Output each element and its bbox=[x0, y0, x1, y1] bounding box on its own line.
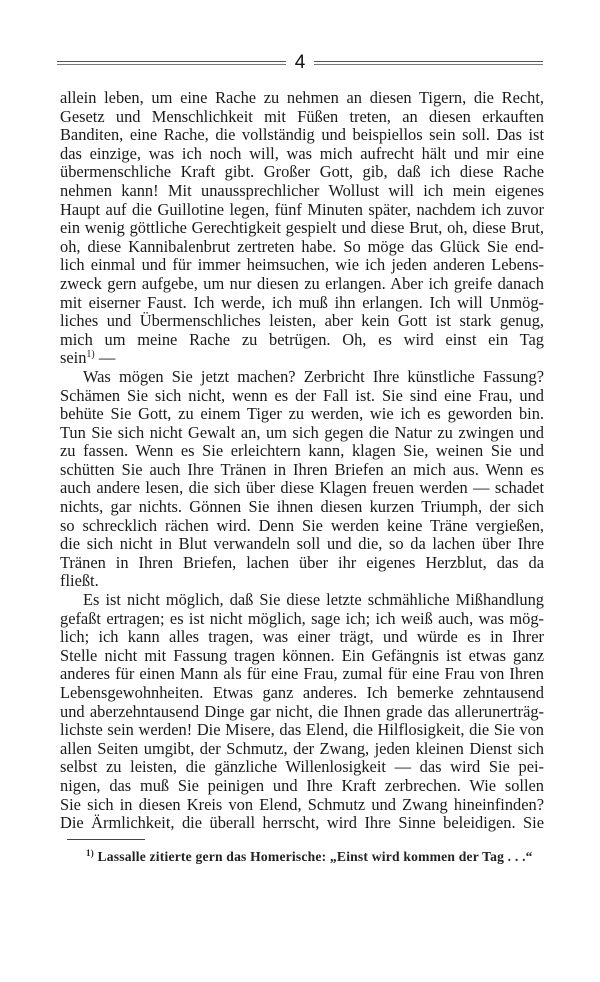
text-line: zu fassen. Wenn es Sie erleichtern kann, klagen Sie, weinen Sie und bbox=[60, 442, 544, 461]
body-text bbox=[60, 89, 544, 833]
text-line: nigen, das muß Sie peinigen und Ihre Kraft zerbrechen. Wie sollen bbox=[60, 776, 544, 795]
text-fragment: — bbox=[94, 349, 116, 368]
text-line: anderes für einen Mann als für eine Frau, zumal für eine Frau von Ihren bbox=[60, 665, 544, 684]
text-line: die sich nicht in Blut verwandeln soll und die, so da lachen über Ihre bbox=[60, 535, 544, 554]
running-header bbox=[57, 52, 543, 74]
text-line: nehmen kann! Mit unaussprechlicher Wollust will ich mein eigenes bbox=[60, 181, 544, 200]
text-line: nichts, gar nichts. Gönnen Sie ihnen diesen kurzen Triumph, der sich bbox=[60, 498, 544, 517]
text-line: lich; ich kann alles tragen, was einer trägt, und würde es in Ihrer bbox=[60, 628, 544, 647]
text-line: auch andere lesen, die sich über diese Klagen freuen werden — schadet bbox=[60, 479, 544, 498]
text-line: Die Ärmlichkeit, die überall herrscht, wird Ihre Sinne beleidigen. Sie bbox=[60, 814, 544, 833]
text-line: mich um meine Rache zu betrügen. Oh, es wird einst ein Tag bbox=[60, 330, 544, 349]
text-line: Was mögen Sie jetzt machen? Zerbricht Ihre künstliche Fassung? bbox=[83, 367, 544, 386]
text-line: Sie sich in diesen Kreis von Elend, Schmutz und Zwang hineinfinden? bbox=[60, 795, 544, 814]
footnote bbox=[86, 848, 556, 866]
text-line: schütten Sie auch Ihre Tränen in Ihren Briefen an mich aus. Wenn es bbox=[60, 460, 544, 479]
text-line: Banditen, eine Rache, die vollständig und beispiellos sein soll. Das ist bbox=[60, 126, 544, 145]
text-line: das einzige, was ich noch will, was mich aufrecht hält und mir eine bbox=[60, 144, 544, 163]
header-rule-right bbox=[314, 61, 543, 65]
text-line: lichste sein werden! Die Misere, das Elend, die Hilflosigkeit, die Sie von bbox=[60, 721, 544, 740]
text-line: selbst zu leisten, die gänzliche Willenlosigkeit — das wird Sie pei- bbox=[60, 758, 544, 777]
text-line: Schämen Sie sich nicht, wenn es der Fall ist. Sie sind eine Frau, und bbox=[60, 386, 544, 405]
text-line: und aberzehntausend Dinge gar nicht, die Ihnen grade das allerunerträg- bbox=[60, 702, 544, 721]
text-line: ein wenig göttliche Gerechtigkeit gespielt und diese Brut, oh, diese Brut, bbox=[60, 219, 544, 238]
text-line: allein leben, um eine Rache zu nehmen an diesen Tigern, die Recht, bbox=[60, 89, 544, 107]
text-line: allen Seiten umgibt, der Schmutz, der Zwang, jeden kleinen Dienst sich bbox=[60, 739, 544, 758]
text-line: Haupt auf die Guillotine legen, fünf Minuten später, nachdem ich zuvor bbox=[60, 200, 544, 219]
text-fragment: sein bbox=[60, 349, 87, 368]
text-line: Tränen in Ihren Briefen, lachen über ihr eigenes Herzblut, das da bbox=[60, 553, 544, 572]
text-line: mit eiserner Faust. Ich werde, ich muß ihn erlangen. Ich will Unmög- bbox=[60, 293, 544, 312]
text-line: lich einmal und für immer heimsuchen, wie ich jeden anderen Lebens- bbox=[60, 256, 544, 275]
footnote-separator bbox=[67, 839, 145, 840]
text-line: Es ist nicht möglich, daß Sie diese letzte schmähliche Mißhandlung bbox=[83, 591, 544, 610]
text-line-with-footnote-ref bbox=[60, 349, 544, 368]
text-line: Tun Sie sich nicht Gewalt an, um sich gegen die Natur zu zwingen und bbox=[60, 423, 544, 442]
text-line: Stelle nicht mit Fassung tragen können. Ein Gefängnis ist etwas ganz bbox=[60, 646, 544, 665]
footnote-reference[interactable]: 1) bbox=[86, 349, 95, 361]
text-line: oh, diese Kannibalenbrut zertreten habe. So möge das Glück Sie end- bbox=[60, 237, 544, 256]
text-line: liches und Übermenschliches leisten, aber kein Gott ist stark genug, bbox=[60, 312, 544, 331]
text-line: behüte Sie Gott, zu einem Tiger zu werden, wie ich es geworden bin. bbox=[60, 405, 544, 424]
text-line: Gesetz und Menschlichkeit mit Füßen treten, an diesen erkauften bbox=[60, 107, 544, 126]
footnote-text: Lassalle zitierte gern das Homerische: „Einst wird kommen der Tag . . .“ bbox=[97, 849, 533, 864]
header-rule-left bbox=[57, 61, 286, 65]
footnote-marker: 1) bbox=[86, 848, 94, 858]
text-line: fließt. bbox=[60, 572, 99, 591]
text-line: Lebensgewohnheiten. Etwas ganz anderes. Ich bemerke zehntausend bbox=[60, 684, 544, 702]
text-line: zweck gern aufgebe, um nur diesen zu erlangen. Aber ich greife danach bbox=[60, 274, 544, 293]
text-line: gefaßt ertragen; es ist nicht möglich, sage ich; ich weiß auch, was mög- bbox=[60, 609, 544, 628]
page-number: 4 bbox=[294, 52, 306, 73]
text-line: so schrecklich rächen wird. Denn Sie werden keine Träne vergießen, bbox=[60, 516, 544, 535]
text-line: übermenschliche Kraft gibt. Großer Gott, gib, daß ich diese Rache bbox=[60, 163, 544, 182]
